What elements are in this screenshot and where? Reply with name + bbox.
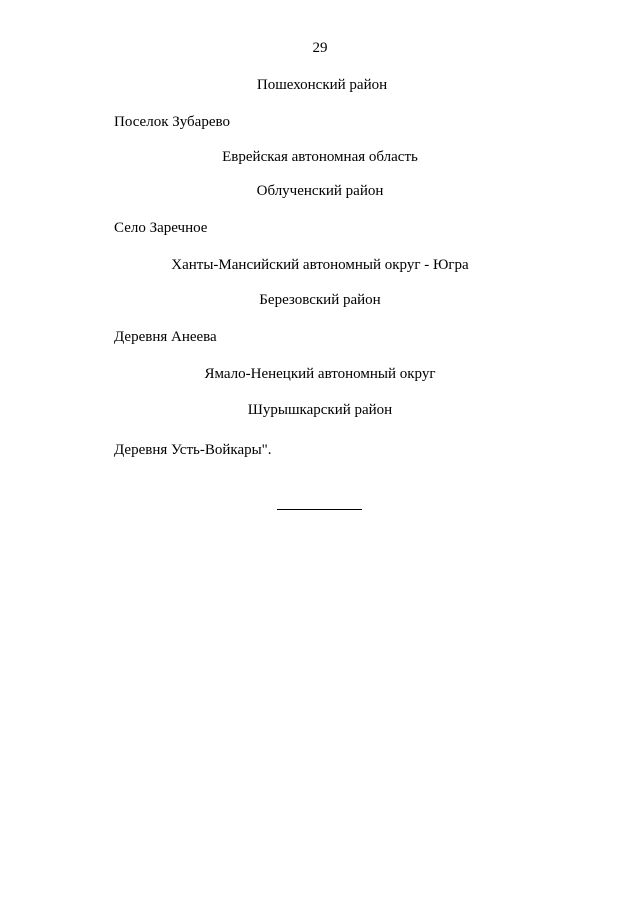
district-heading: Березовский район [259, 292, 381, 308]
end-divider [277, 509, 362, 510]
region-heading: Ямало-Ненецкий автономный округ [204, 366, 436, 382]
district-heading: Пошехонский район [256, 77, 388, 93]
district-heading: Шурышкарский район [247, 402, 393, 418]
settlement-name: Село Заречное [114, 220, 208, 236]
region-heading: Ханты-Мансийский автономный округ - Югра [171, 257, 469, 273]
district-heading: Облученский район [256, 183, 384, 199]
page-number: 29 [312, 40, 328, 56]
settlement-name: Деревня Анеева [114, 329, 217, 345]
region-heading: Еврейская автономная область [222, 149, 418, 165]
settlement-name: Деревня Усть-Войкары". [114, 442, 272, 458]
settlement-name: Поселок Зубарево [114, 114, 230, 130]
